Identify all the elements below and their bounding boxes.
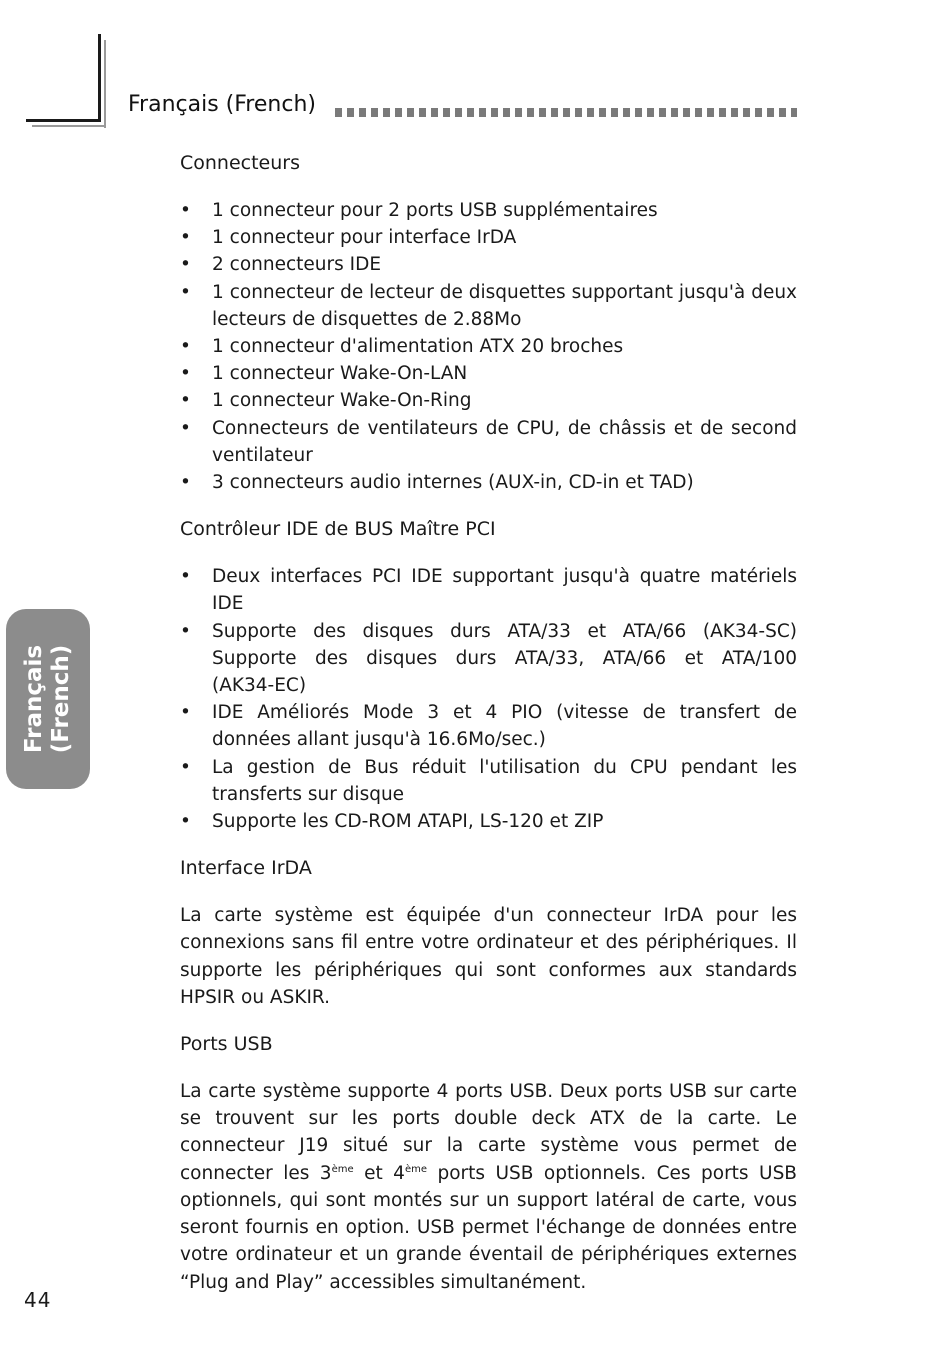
list-item: • Deux interfaces PCI IDE supportant jusqu'à quatre matériels IDE (180, 563, 797, 617)
list-item: • 1 connecteur Wake-On-LAN (180, 360, 797, 387)
list-item-line: • Supporte des disques durs ATA/33 et ATA/66 (AK34-SC) (212, 620, 797, 642)
page-number: 44 (24, 1288, 52, 1312)
section-title-irda: Interface IrDA (180, 857, 312, 880)
list-item: • IDE Améliorés Mode 3 et 4 PIO (vitesse de transfert de données allant jusqu'à 16.6Mo/sec.) (180, 699, 797, 753)
page-content (180, 150, 797, 1316)
list-item-line: (AK34-EC) (212, 675, 307, 697)
list-item: • 1 connecteur pour interface IrDA (180, 224, 797, 251)
list-item: • 1 connecteur de lecteur de disquettes supportant jusqu'à deux lecteurs de disquettes de 2.88Mo (180, 279, 797, 333)
section-title-usb: Ports USB (180, 1033, 273, 1056)
header-title: Français (French) (128, 92, 316, 117)
superscript-ordinal: ème (331, 1163, 354, 1175)
usb-text-part-3: ports USB optionnels. Ces ports USB optionnels, qui sont montés sur un support latéral de carte, vous seront fournis en option. USB permet l'échange de données entre votre ordinateur et un grande éventail de périphériques externes “Plug and Play” accessibles simultanément. (180, 1162, 797, 1293)
corner-mark-shadow-horizontal (32, 125, 106, 127)
list-item: • 1 connecteur Wake-On-Ring (180, 387, 797, 414)
section-title-connecteurs: Connecteurs (180, 152, 301, 174)
superscript-ordinal: ème (404, 1163, 427, 1175)
list-item: • 1 connecteur pour 2 ports USB supplémentaires (180, 197, 797, 224)
list-item: • La gestion de Bus réduit l'utilisation du CPU pendant les transferts sur disque (180, 754, 797, 808)
irda-paragraph: La carte système est équipée d'un connecteur IrDA pour les connexions sans fil entre votre ordinateur et des périphériques. Il supporte les périphériques qui sont conformes aux standards HPSIR ou ASKIR. (180, 905, 797, 1008)
connecteurs-list (180, 197, 797, 496)
usb-text-part-1: La carte système supporte 4 ports USB. Deux ports USB sur carte se trouvent sur les ports double deck ATX de la carte. Le connecteur J19 situé sur la carte système vous permet de connecter les 3 (180, 1081, 797, 1184)
list-item: • 1 connecteur d'alimentation ATX 20 broches (180, 333, 797, 360)
side-tab-line-1: Français (21, 644, 47, 754)
ide-list (180, 563, 797, 835)
list-item: • Supporte les CD-ROM ATAPI, LS-120 et ZIP (180, 808, 797, 835)
list-item-line: Supporte des disques durs ATA/33, ATA/66 et ATA/100 (212, 647, 797, 669)
list-item-ata (180, 618, 797, 700)
header-dotted-rule (335, 108, 797, 117)
section-title-ide: Contrôleur IDE de BUS Maître PCI (180, 518, 496, 541)
usb-text-part-2: et 4 (353, 1162, 405, 1184)
list-item: • 2 connecteurs IDE (180, 251, 797, 278)
usb-paragraph (180, 1078, 797, 1296)
list-item: • Connecteurs de ventilateurs de CPU, de châssis et de second ventilateur (180, 415, 797, 469)
corner-mark-shadow-vertical (104, 40, 106, 128)
corner-mark-vertical (98, 34, 101, 122)
corner-mark-horizontal (26, 119, 101, 122)
list-item: • 3 connecteurs audio internes (AUX-in, CD-in et TAD) (180, 469, 797, 496)
side-tab-line-2: (French) (48, 644, 74, 754)
language-side-tab (6, 609, 90, 789)
side-tab-label (21, 645, 75, 754)
